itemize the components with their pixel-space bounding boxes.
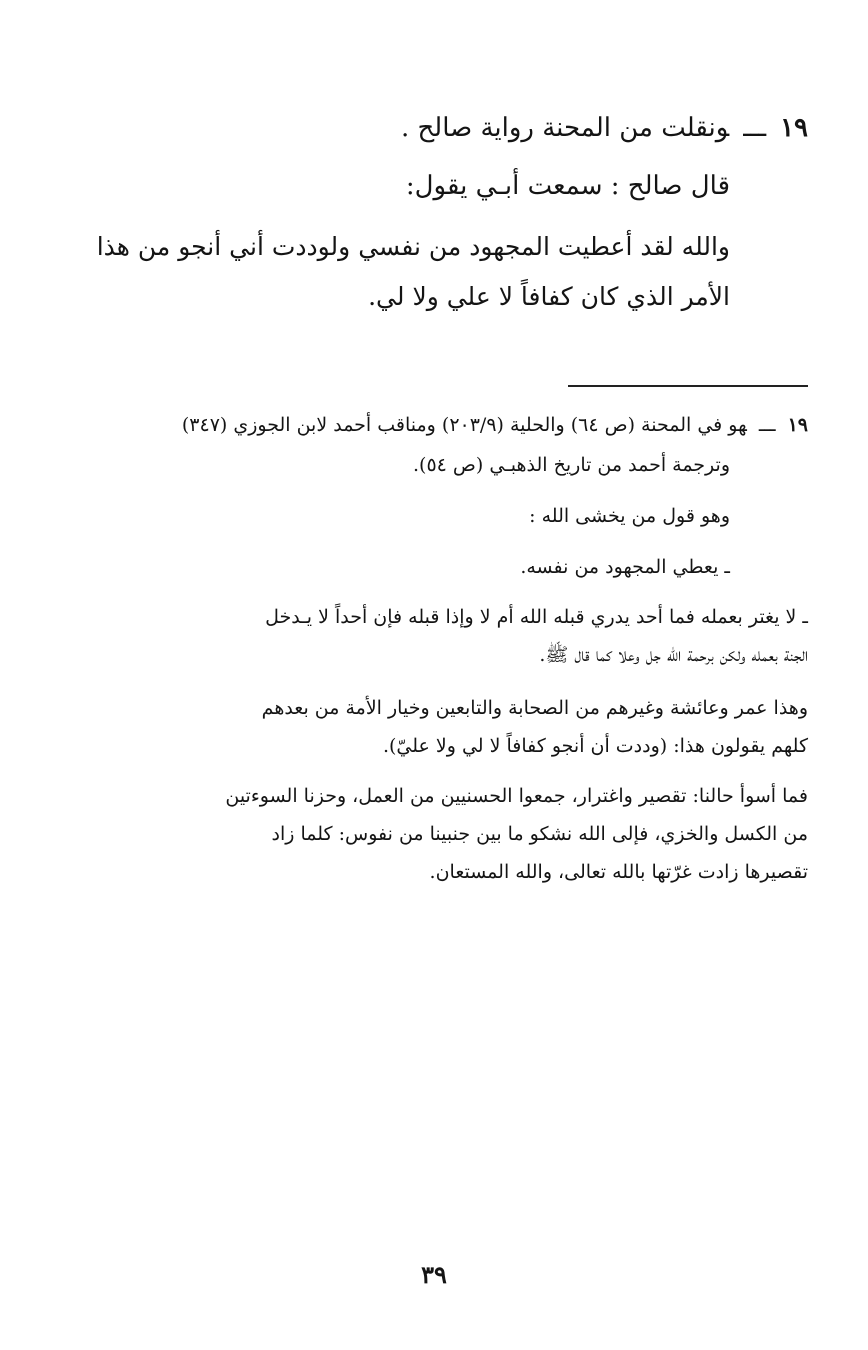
- footnote-separator: [568, 385, 808, 387]
- page-number: ٣٩: [421, 1260, 447, 1289]
- footnote-heading-text: هو في المحنة (ص ٦٤) والحلية (٢٠٣/٩) ومناقب أحمد لابن الجوزي (٣٤٧): [181, 414, 747, 436]
- footnote-number: ١٩: [787, 414, 808, 436]
- main-heading: [108, 108, 808, 148]
- footnote-line: كلهم يقولون هذا: (وددت أن أنجو كفافاً لا لي ولا عليّ).: [382, 735, 808, 757]
- main-quote-intro: قال صالح : سمعت أبـي يقول:: [405, 171, 730, 201]
- footnote-line: الجنة بعمله ولكن برحمة الله جل وعلا كما قال ﷺ.: [539, 644, 808, 666]
- footnote-paragraph: [108, 689, 808, 765]
- footnote-heading-continuation: وترجمة أحمد من تاريخ الذهبـي (ص ٥٤).: [413, 454, 730, 476]
- main-heading-text: ونقلت من المحنة رواية صالح .: [400, 113, 730, 143]
- footnote-line: من الكسل والخزي، فإلى الله نشكو ما بين جنبينا من نفوس: كلما زاد: [271, 823, 808, 845]
- main-quote-paragraph: [96, 222, 730, 322]
- footnote-line: وهذا عمر وعائشة وغيرهم من الصحابة والتابعين وخيار الأمة من بعدهم: [261, 697, 808, 719]
- footnote-line: تقصيرها زادت غرّتها بالله تعالى، والله المستعان.: [429, 861, 808, 883]
- footnote-paragraph: ـ يعطي المجهود من نفسه.: [520, 556, 730, 578]
- main-entry-number: ١٩: [780, 113, 808, 143]
- footnote-paragraph: [108, 598, 808, 674]
- footnote-line: فما أسوأ حالنا: تقصير واغترار، جمعوا الحسنيين من العمل، وحزنا السوءتين: [225, 785, 808, 807]
- main-quote-line: والله لقد أعطيت المجهود من نفسي ولوددت أني أنجو من هذا: [96, 232, 730, 261]
- main-quote-line: الأمر الذي كان كفافاً لا علي ولا لي.: [368, 282, 730, 311]
- footnote-paragraph: [108, 777, 808, 891]
- footnote-line: ـ لا يغتر بعمله فما أحد يدري قبله الله أم لا وإذا قبله فإن أحداً لا يـدخل: [265, 606, 808, 628]
- footnote-paragraph: وهو قول من يخشى الله :: [529, 505, 730, 527]
- main-entry-dash: ـــ: [743, 113, 767, 143]
- footnote-heading: [108, 406, 808, 444]
- footnote-dash: ـــ: [758, 414, 776, 436]
